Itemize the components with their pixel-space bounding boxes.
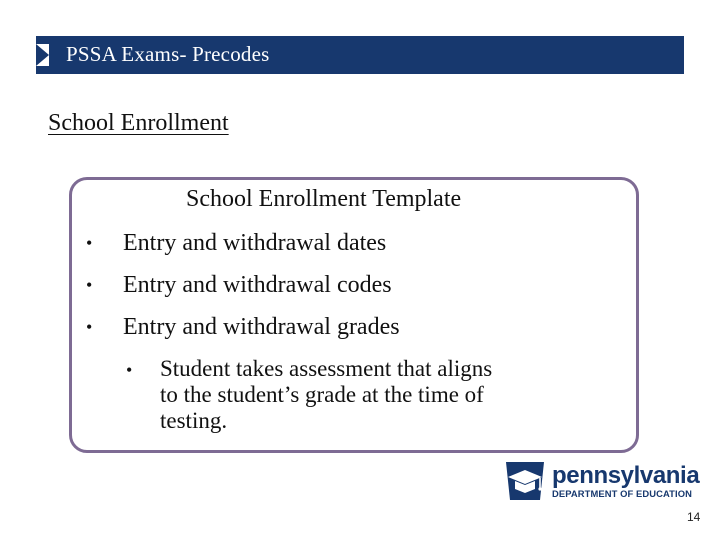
- pa-education-logo: [502, 460, 700, 502]
- banner-notch-decoration: [36, 44, 49, 66]
- sub-bullet-line: testing.: [160, 408, 228, 433]
- box-title: School Enrollment Template: [186, 186, 462, 212]
- sub-bullet-line: Student takes assessment that aligns: [160, 356, 493, 381]
- bullet-glyph: •: [86, 275, 93, 295]
- logo-subtitle: DEPARTMENT OF EDUCATION: [552, 488, 692, 499]
- sub-bullet-line: to the student’s grade at the time of: [160, 382, 484, 407]
- section-heading: School Enrollment: [48, 110, 229, 136]
- bullet-glyph: •: [86, 233, 93, 253]
- page-number: 14: [687, 510, 701, 524]
- sub-bullet-glyph: •: [126, 360, 133, 380]
- keystone-graduation-cap-icon: [502, 460, 548, 502]
- bullet-entry-grades: Entry and withdrawal grades: [123, 314, 400, 340]
- logo-wordmark: pennsylvania: [552, 462, 700, 489]
- bullet-entry-dates: Entry and withdrawal dates: [123, 230, 387, 256]
- bullet-entry-codes: Entry and withdrawal codes: [123, 272, 392, 298]
- banner-title: PSSA Exams- Precodes: [66, 42, 270, 66]
- title-banner: [36, 36, 684, 74]
- bullet-glyph: •: [86, 317, 93, 337]
- sub-bullet-text: [160, 356, 620, 434]
